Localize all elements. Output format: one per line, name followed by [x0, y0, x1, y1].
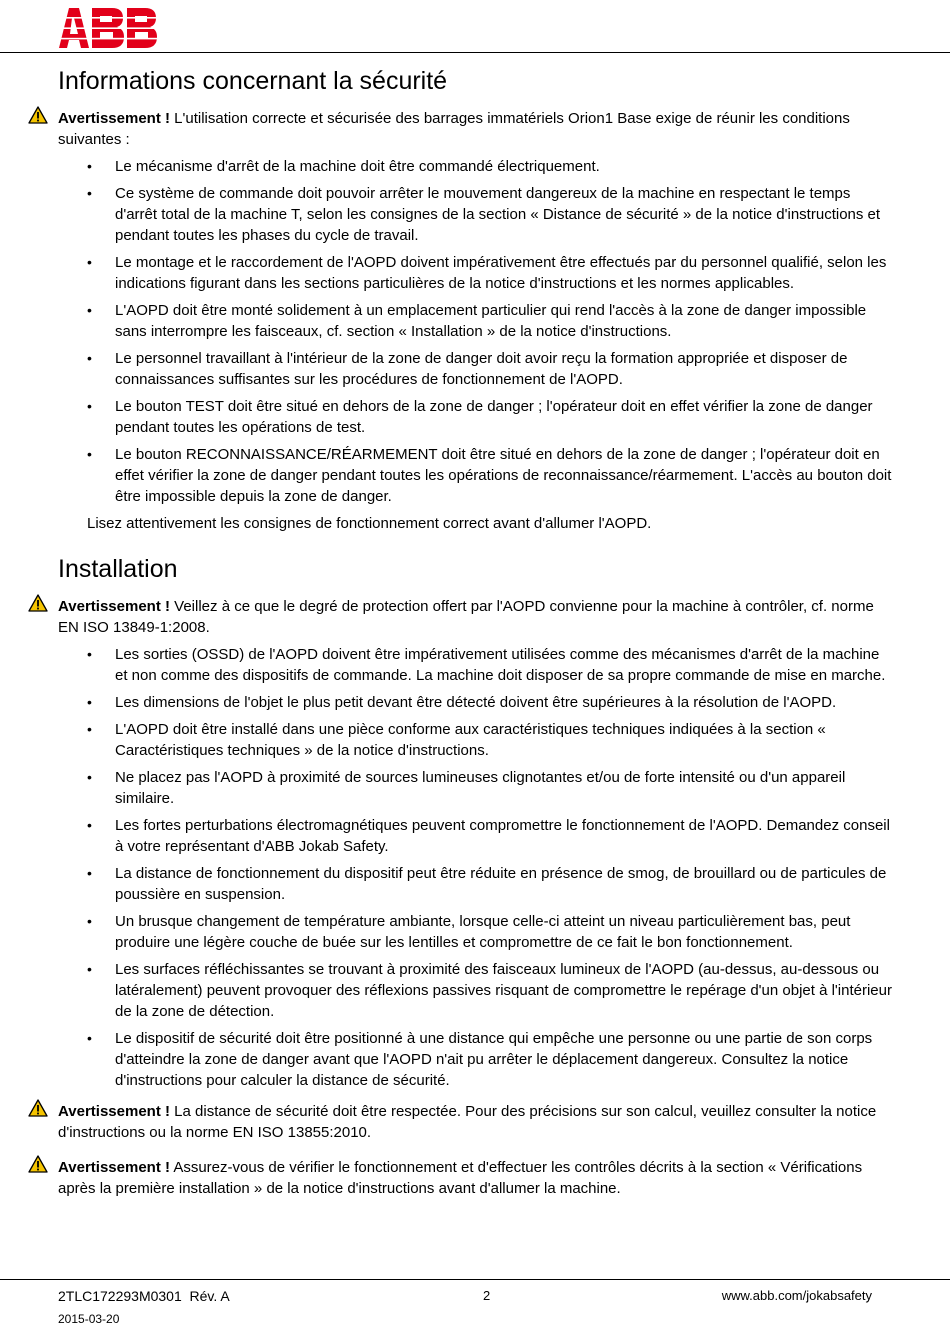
warning-text: L'utilisation correcte et sécurisée des barrages immatériels Orion1 Base exige de réunir les conditions suivantes : [58, 110, 850, 148]
closing-note: Lisez attentivement les consignes de fonctionnement correct avant d'allumer l'AOPD. [87, 515, 652, 532]
warning-triangle-icon [28, 594, 48, 612]
warning-label: Avertissement ! [58, 1159, 170, 1176]
page-number: 2 [483, 1288, 491, 1303]
list-item: • Les fortes perturbations électromagnétiques peuvent compromettre le fonctionnement de l'AOPD. Demandez conseil à votre représentant d'ABB Jokab Safety. [115, 815, 892, 857]
list-item: • La distance de fonctionnement du dispositif peut être réduite en présence de smog, de brouillard ou de particules de poussière en suspension. [115, 863, 892, 905]
warning-text: La distance de sécurité doit être respectée. Pour des précisions sur son calcul, veuillez consulter la notice d'instructions ou la norme EN ISO 13855:2010. [58, 1103, 877, 1141]
doc-number: 2TLC172293M0301 Rév. A [58, 1288, 230, 1304]
warning-text: Assurez-vous de vérifier le fonctionnement et d'effectuer les contrôles décrits à la section « Vérifications après la première installation » de la notice d'instructions avant d'allumer la machine. [58, 1159, 863, 1197]
warning-text: Veillez à ce que le degré de protection offert par l'AOPD convienne pour la machine à contrôler, cf. norme EN ISO 13849-1:2008. [58, 598, 874, 636]
list-item: • Le bouton RECONNAISSANCE/RÉARMEMENT doit être situé en dehors de la zone de danger ; l'opérateur doit en effet vérifier la zone de danger pendant toutes les opérations de reconnaissance/réarmement. L'accès au bouton doit être impossible depuis la zone de danger. [115, 444, 892, 507]
list-item: • Un brusque changement de température ambiante, lorsque celle-ci atteint un niveau particulièrement bas, peut produire une légère couche de buée sur les lentilles et compromettre de ce fait le bon fonctionnement. [115, 911, 892, 953]
section-title-safety: Informations concernant la sécurité [58, 67, 448, 95]
doc-date: 2015-03-20 [58, 1312, 120, 1326]
warning-block-verification [58, 1157, 892, 1199]
warning-block-safety [58, 108, 892, 150]
list-item: • Les surfaces réfléchissantes se trouvant à proximité des faisceaux lumineux de l'AOPD (au-dessus, au-dessous ou latéralement) peuvent provoquer des réflexions passives risquant de compromettre le repérage d'un objet à l'intérieur de la zone de détection. [115, 959, 892, 1022]
installation-list [58, 644, 892, 1091]
footer-divider [0, 1279, 950, 1280]
list-item: • L'AOPD doit être monté solidement à un emplacement particulier qui rend l'accès à la zone de danger impossible sans interrompre les faisceaux, cf. section « Installation » de la notice d'instructions. [115, 300, 892, 342]
warning-triangle-icon [28, 106, 48, 124]
list-item: • Ne placez pas l'AOPD à proximité de sources lumineuses clignotantes et/ou de forte intensité ou d'un appareil similaire. [115, 767, 892, 809]
list-item: • Les dimensions de l'objet le plus petit devant être détecté doivent être supérieures à la résolution de l'AOPD. [115, 692, 892, 713]
warning-label: Avertissement ! [58, 598, 170, 615]
safety-conditions-list [58, 156, 892, 507]
warning-label: Avertissement ! [58, 110, 170, 127]
page-content [58, 64, 892, 1199]
warning-triangle-icon [28, 1155, 48, 1173]
abb-logo [57, 8, 157, 48]
list-item: • Le bouton TEST doit être situé en dehors de la zone de danger ; l'opérateur doit en effet vérifier la zone de danger pendant toutes les opérations de test. [115, 396, 892, 438]
list-item: • Ce système de commande doit pouvoir arrêter le mouvement dangereux de la machine en respectant le temps d'arrêt total de la machine T, selon les consignes de la section « Distance de sécurité » de la notice d'instructions et pendant toutes les phases du cycle de travail. [115, 183, 892, 246]
list-item: • Le mécanisme d'arrêt de la machine doit être commandé électriquement. [115, 156, 892, 177]
abb-logo-graphic [57, 8, 157, 48]
warning-block-installation [58, 596, 892, 638]
list-item: • Le montage et le raccordement de l'AOPD doivent impérativement être effectués par du personnel qualifié, selon les indications figurant dans les sections particulières de la notice d'instructions et les normes applicables. [115, 252, 892, 294]
list-item: • Le personnel travaillant à l'intérieur de la zone de danger doit avoir reçu la formation appropriée et disposer de connaissances suffisantes sur les procédures de fonctionnement de l'AOPD. [115, 348, 892, 390]
footer-url: www.abb.com/jokabsafety [721, 1288, 872, 1303]
header-divider [0, 52, 950, 53]
list-item: • Le dispositif de sécurité doit être positionné à une distance qui empêche une personne ou une partie de son corps d'atteindre la zone de danger avant que l'AOPD n'ait pu arrêter le déplacement dangereux. Consultez la notice d'instructions pour calculer la distance de sécurité. [115, 1028, 892, 1091]
warning-block-distance [58, 1101, 892, 1143]
list-item: • Les sorties (OSSD) de l'AOPD doivent être impérativement utilisées comme des mécanismes d'arrêt de la machine et non comme des dispositifs de commande. La machine doit disposer de sa propre commande de mise en marche. [115, 644, 892, 686]
warning-label: Avertissement ! [58, 1103, 170, 1120]
list-item: • L'AOPD doit être installé dans une pièce conforme aux caractéristiques techniques indiquées à la section « Caractéristiques techniques » de la notice d'instructions. [115, 719, 892, 761]
section-title-installation: Installation [58, 555, 178, 583]
warning-triangle-icon [28, 1099, 48, 1117]
